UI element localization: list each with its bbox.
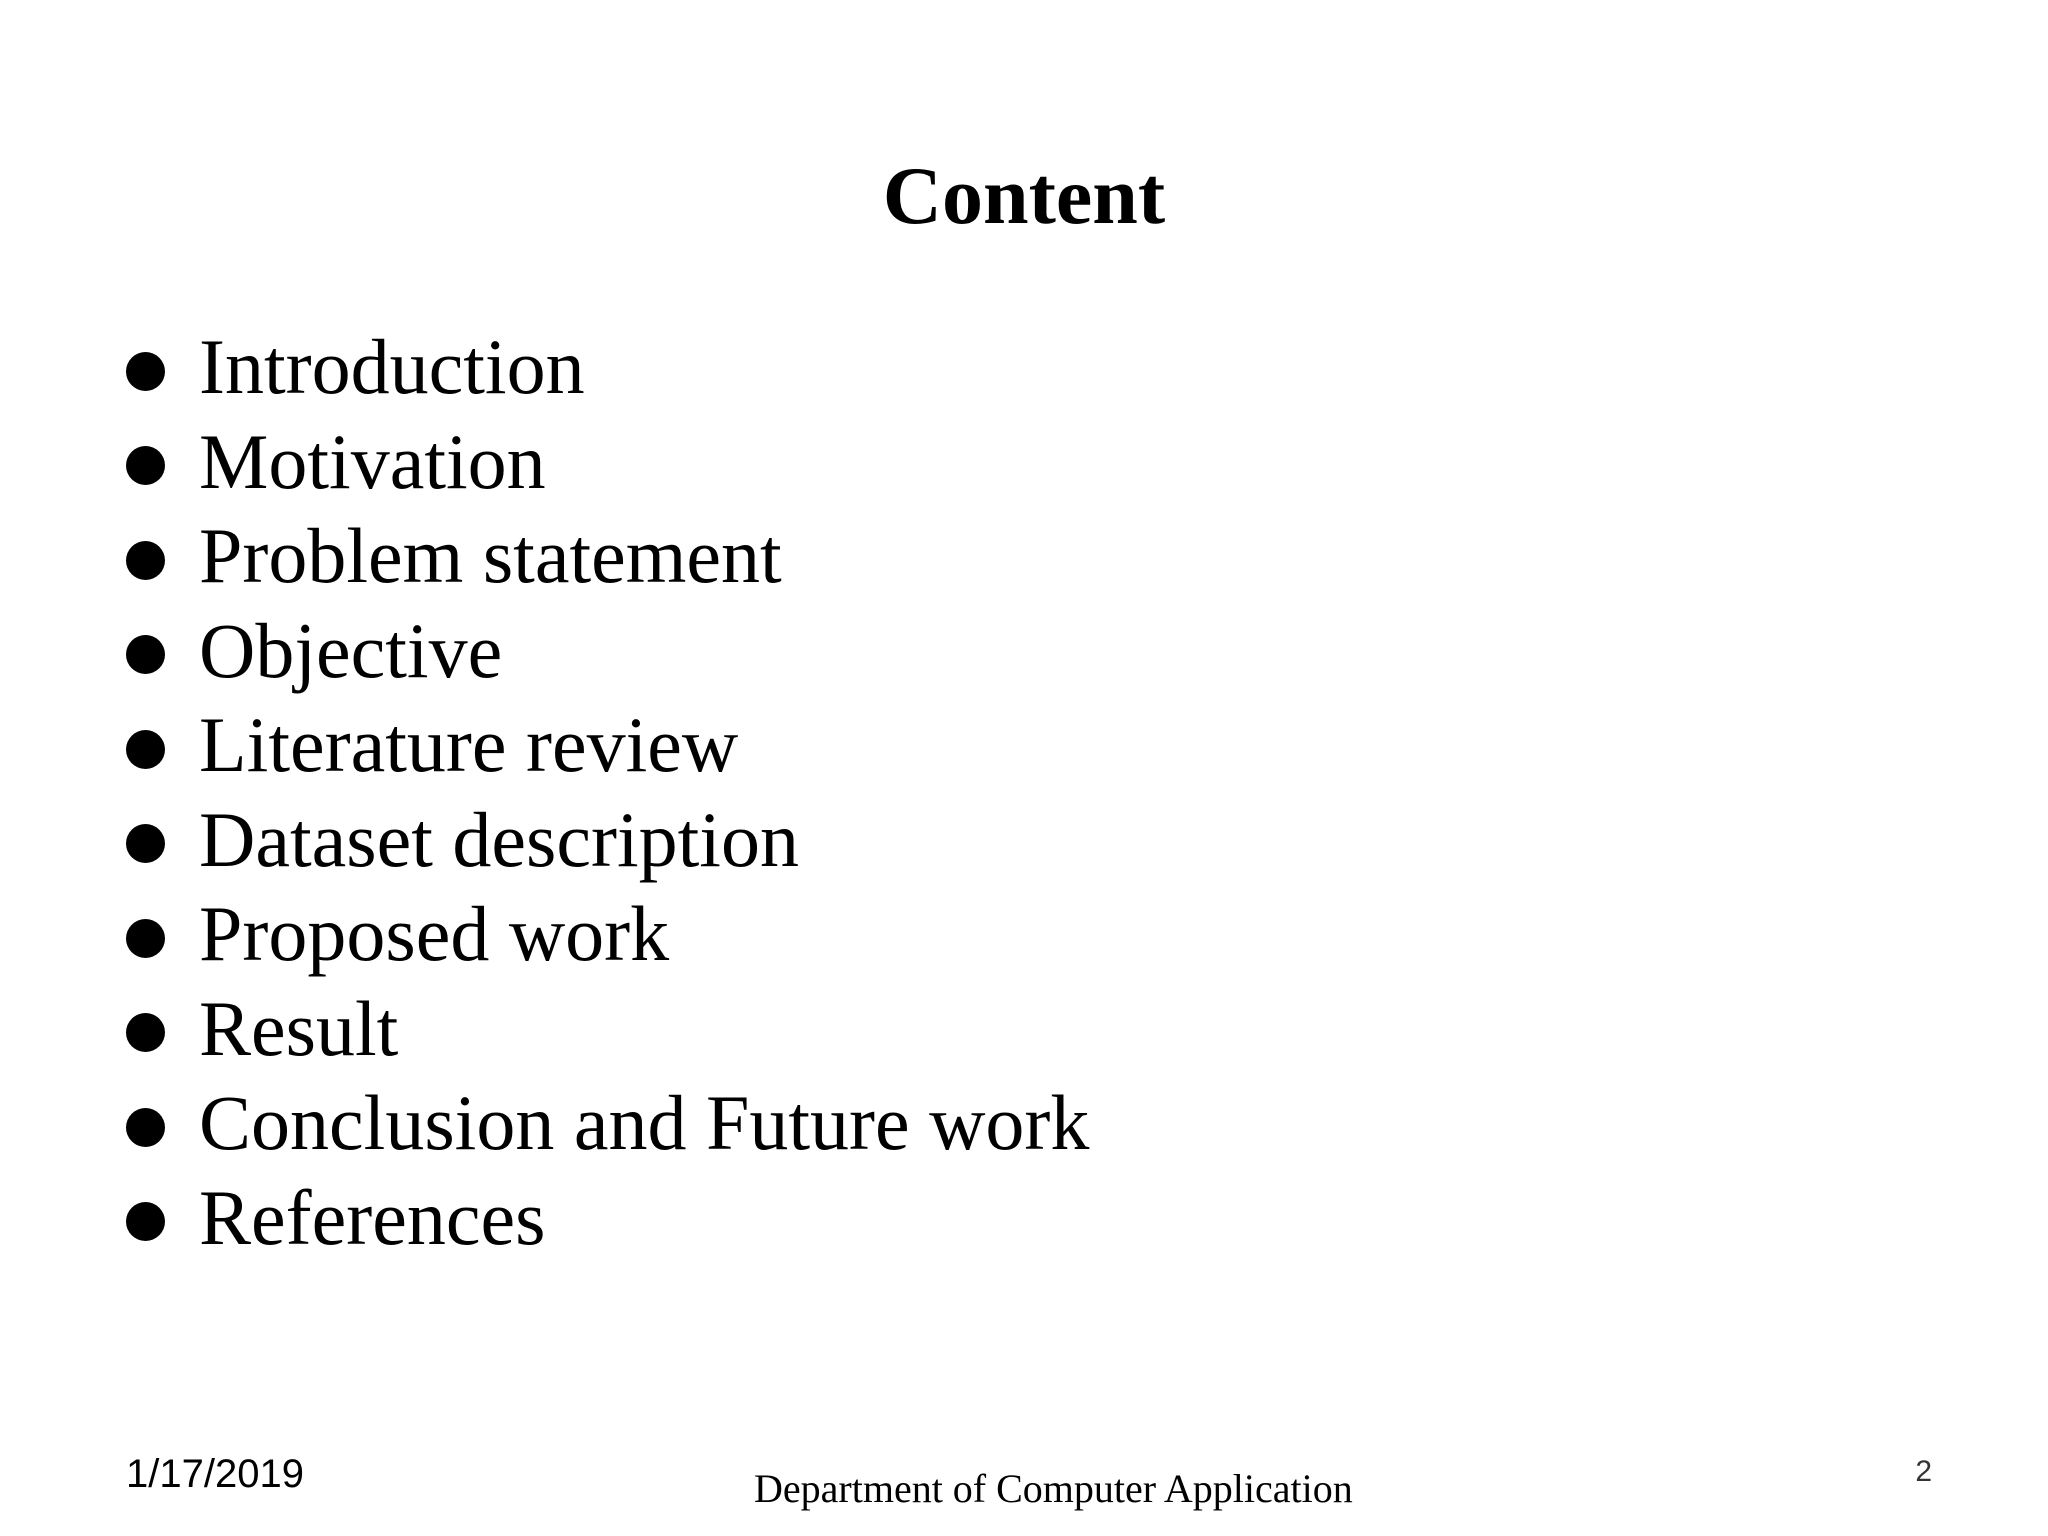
list-item-label: Introduction (199, 323, 585, 411)
list-item (126, 509, 1089, 604)
list-item-label: Result (199, 984, 399, 1072)
list-item-label: Objective (199, 606, 503, 694)
bullet-icon (126, 1013, 165, 1052)
bullet-icon (126, 1202, 165, 1241)
list-item-label: Conclusion and Future work (199, 1079, 1090, 1167)
list-item-label: Literature review (199, 701, 739, 789)
footer-date: 1/17/2019 (126, 1452, 304, 1496)
list-item (126, 698, 1089, 793)
bullet-icon (126, 730, 165, 769)
bullet-icon (126, 446, 165, 485)
bullet-icon (126, 919, 165, 958)
list-item-label: Problem statement (199, 512, 782, 600)
content-list (126, 320, 1089, 1265)
bullet-icon (126, 541, 165, 580)
list-item (126, 320, 1089, 415)
list-item-label: Motivation (199, 417, 546, 505)
list-item (126, 604, 1089, 699)
footer-department: Department of Computer Application (754, 1466, 1353, 1511)
list-item (126, 793, 1089, 888)
slide-title: Content (882, 150, 1166, 241)
list-item-label: Dataset description (199, 795, 799, 883)
bullet-icon (126, 352, 165, 391)
bullet-icon (126, 635, 165, 674)
list-item (126, 887, 1089, 982)
list-item-label: Proposed work (199, 890, 670, 978)
list-item (126, 1076, 1089, 1171)
page-number: 2 (1915, 1455, 1932, 1488)
list-item-label: References (199, 1173, 546, 1261)
bullet-icon (126, 1108, 165, 1147)
list-item (126, 1171, 1089, 1266)
list-item (126, 415, 1089, 510)
bullet-icon (126, 824, 165, 863)
list-item (126, 982, 1089, 1077)
